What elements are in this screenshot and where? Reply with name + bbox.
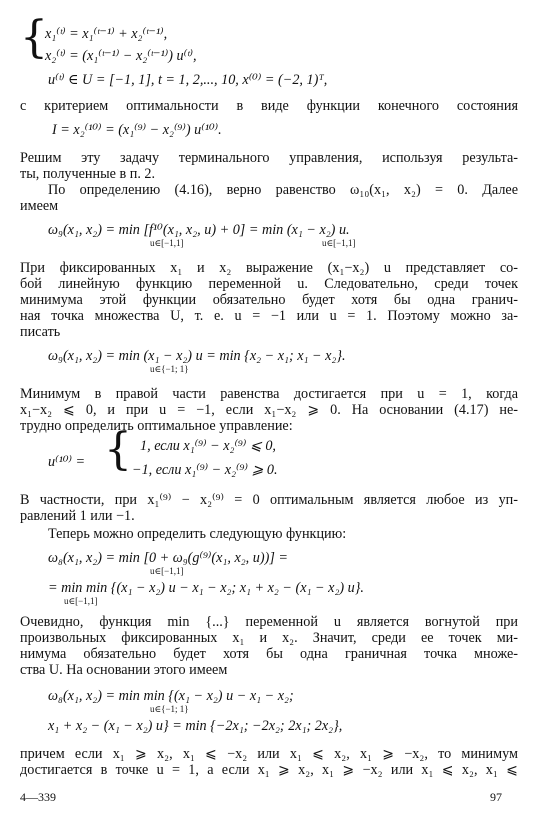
min-subscript: u∈[−1,1] [150, 566, 184, 576]
text-line: произвольных фиксированных x₁ и x₂. Значит, среди ее точек ми- [20, 630, 518, 646]
text-line: ная точка множества U, т. е. u = −1 или u = 1. Поэтому можно за- [20, 308, 518, 324]
equation-line: ω₈(x₁, x₂) = min min {(x₁ − x₂) u − x₁ − x₂; [48, 688, 294, 704]
equation-line: x₂⁽ᵗ⁾ = (x₁⁽ᵗ⁻¹⁾ − x₂⁽ᵗ⁻¹⁾) u⁽ᵗ⁾, [45, 48, 197, 64]
equation-line: x₁ + x₂ − (x₁ − x₂) u} = min {−2x₁; −2x₂; 2x₁; 2x₂}, [48, 718, 343, 734]
printer-signature: 4—339 [20, 790, 56, 804]
text-line: Теперь можно определить следующую функцию: [48, 526, 347, 542]
text-line: минимума этой функции обязательно будет хотя бы одна гранич- [20, 292, 518, 308]
min-subscript: u∈[−1,1] [64, 596, 98, 606]
equation-line: ω₉(x₁, x₂) = min [f¹⁰(x₁, x₂, u) + 0] = min (x₁ − x₂) u. [48, 222, 350, 238]
text-line: достигается в точке u = 1, а если x₁ ⩾ x₂, x₁ ⩾ −x₂ или x₁ ⩽ x₂, x₁ ⩽ [20, 762, 518, 778]
equation-line: I = x₂⁽¹⁰⁾ = (x₁⁽⁹⁾ − x₂⁽⁹⁾) u⁽¹⁰⁾. [52, 122, 222, 138]
text-line: Минимум в правой части равенства достигается при u = 1, когда [20, 386, 518, 402]
text-line: причем если x₁ ⩾ x₂, x₁ ⩽ −x₂ или x₁ ⩽ x₂, x₁ ⩾ −x₂, то минимум [20, 746, 518, 762]
equation-line: −1, если x₁⁽⁹⁾ − x₂⁽⁹⁾ ⩾ 0. [132, 462, 278, 478]
text-line: с критерием оптимальности в виде функции конечного состояния [20, 98, 518, 114]
equation-line: 1, если x₁⁽⁹⁾ − x₂⁽⁹⁾ ⩽ 0, [140, 438, 276, 454]
text-line: По определению (4.16), верно равенство ω₁₀(x₁, x₂) = 0. Далее [48, 182, 518, 198]
min-subscript: u∈{−1; 1} [150, 364, 189, 374]
text-line: писать [20, 324, 61, 340]
min-subscript: u∈{−1; 1} [150, 704, 189, 714]
text-line: нимума обязательно будет хотя бы одна граничная точка множе- [20, 646, 518, 662]
equation-line: ω₈(x₁, x₂) = min [0 + ω₉(g⁽⁹⁾(x₁, x₂, u))] = [48, 550, 288, 566]
text-line: Очевидно, функция min {...} переменной u является вогнутой при [20, 614, 518, 630]
equation-line: = min min {(x₁ − x₂) u − x₁ − x₂; x₁ + x₂ − (x₁ − x₂) u}. [48, 580, 364, 596]
min-subscript: u∈[−1,1] [150, 238, 184, 248]
text-line: трудно определить оптимальное управление: [20, 418, 293, 434]
text-line: бой линейную функцию переменной u. Следовательно, среди точек [20, 276, 518, 292]
equation-line: u⁽ᵗ⁾ ∈ U = [−1, 1], t = 1, 2,..., 10, x⁽⁰⁾ = (−2, 1)ᵀ, [48, 72, 328, 88]
text-line: В частности, при x₁⁽⁹⁾ − x₂⁽⁹⁾ = 0 оптимальным является любое из уп- [20, 492, 518, 508]
text-line: ства U. На основании этого имеем [20, 662, 228, 678]
text-line: ты, полученные в п. 2. [20, 166, 156, 182]
text-line: При фиксированных x₁ и x₂ выражение (x₁−x₂) u представляет со- [20, 260, 518, 276]
min-subscript: u∈[−1,1] [322, 238, 356, 248]
system-brace: { [20, 12, 48, 63]
equation-line: ω₉(x₁, x₂) = min (x₁ − x₂) u = min {x₂ − x₁; x₁ − x₂}. [48, 348, 346, 364]
cases-brace: { [104, 424, 132, 475]
page-number: 97 [490, 790, 502, 804]
text-line: x₁−x₂ ⩽ 0, и при u = −1, если x₁−x₂ ⩾ 0. На основании (4.17) не- [20, 402, 518, 418]
text-line: имеем [20, 198, 59, 214]
equation-line: x₁⁽ᵗ⁾ = x₁⁽ᵗ⁻¹⁾ + x₂⁽ᵗ⁻¹⁾, [45, 26, 168, 42]
text-line: Решим эту задачу терминального управления, используя результа- [20, 150, 518, 166]
text-line: равлений 1 или −1. [20, 508, 135, 524]
equation-line: u⁽¹⁰⁾ = [48, 454, 86, 470]
